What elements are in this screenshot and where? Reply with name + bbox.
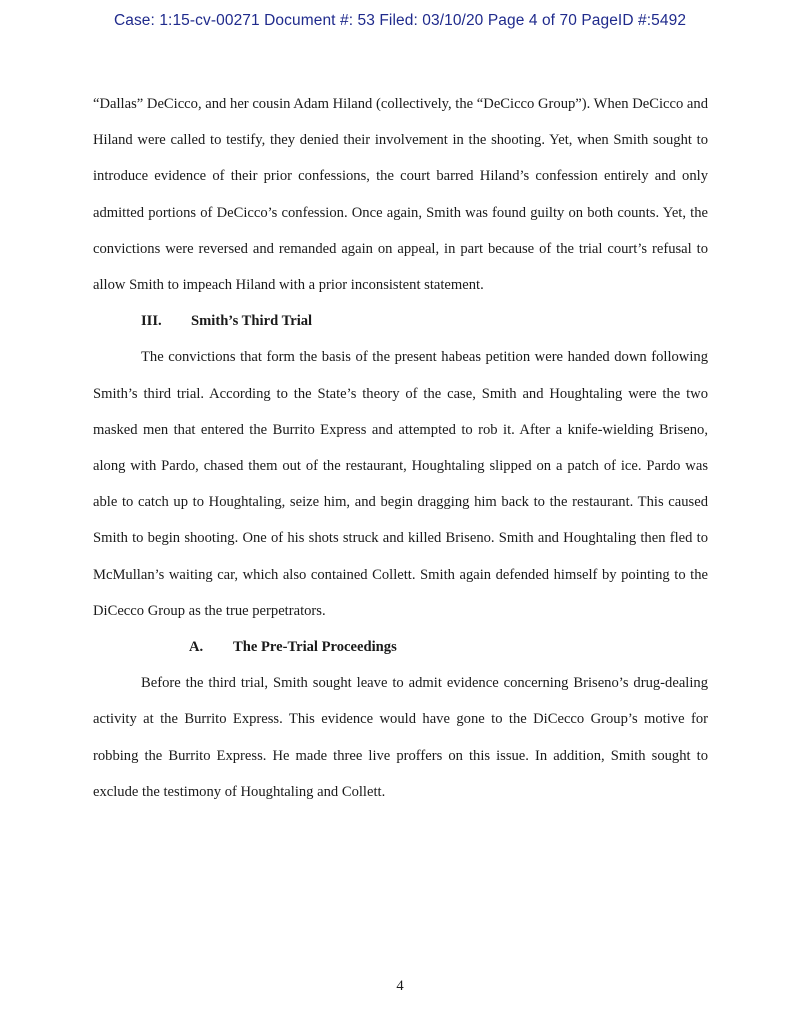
subsection-title: The Pre-Trial Proceedings <box>233 639 397 656</box>
section-title: Smith’s Third Trial <box>191 313 313 330</box>
case-header: Case: 1:15-cv-00271 Document #: 53 Filed: 03/10/20 Page 4 of 70 PageID #:5492 <box>113 12 687 29</box>
subsection-heading-pre-trial <box>93 629 708 665</box>
paragraph-pre-trial: Before the third trial, Smith sought leave to admit evidence concerning Briseno’s drug-dealing activity at the Burrito Express. This evidence would have gone to the DiCecco Group’s motive for robbing the Burrito Express. He made three live proffers on this issue. In addition, Smith sought to exclude the testimony of Houghtaling and Collett. <box>93 675 708 800</box>
paragraph-third-trial: The convictions that form the basis of the present habeas petition were handed down following Smith’s third trial. According to the State’s theory of the case, Smith and Houghtaling were the two masked men that entered the Burrito Express and attempted to rob it. After a knife-wielding Briseno, along with Pardo, chased them out of the restaurant, Houghtaling slipped on a patch of ice. Pardo was able to catch up to Houghtaling, seize him, and begin dragging him back to the restaurant. This caused Smith to begin shooting. One of his shots struck and killed Briseno. Smith and Houghtaling then fled to McMullan’s waiting car, which also contained Collett. Smith again defended himself by pointing to the DiCecco Group as the true perpetrators. <box>93 349 708 619</box>
page-number: 4 <box>396 978 404 994</box>
paragraph-decicco-group: “Dallas” DeCicco, and her cousin Adam Hiland (collectively, the “DeCicco Group”). When DeCicco and Hiland were called to testify, they denied their involvement in the shooting. Yet, when Smith sought to introduce evidence of their prior confessions, the court barred Hiland’s confession entirely and only admitted portions of DeCicco’s confession. Once again, Smith was found guilty on both counts. Yet, the convictions were reversed and remanded again on appeal, in part because of the trial court’s refusal to allow Smith to impeach Hiland with a prior inconsistent statement. <box>93 96 708 294</box>
subsection-number: A. <box>189 639 204 656</box>
section-heading-third-trial <box>93 303 708 339</box>
section-number: III. <box>141 313 162 330</box>
document-body <box>93 86 708 810</box>
